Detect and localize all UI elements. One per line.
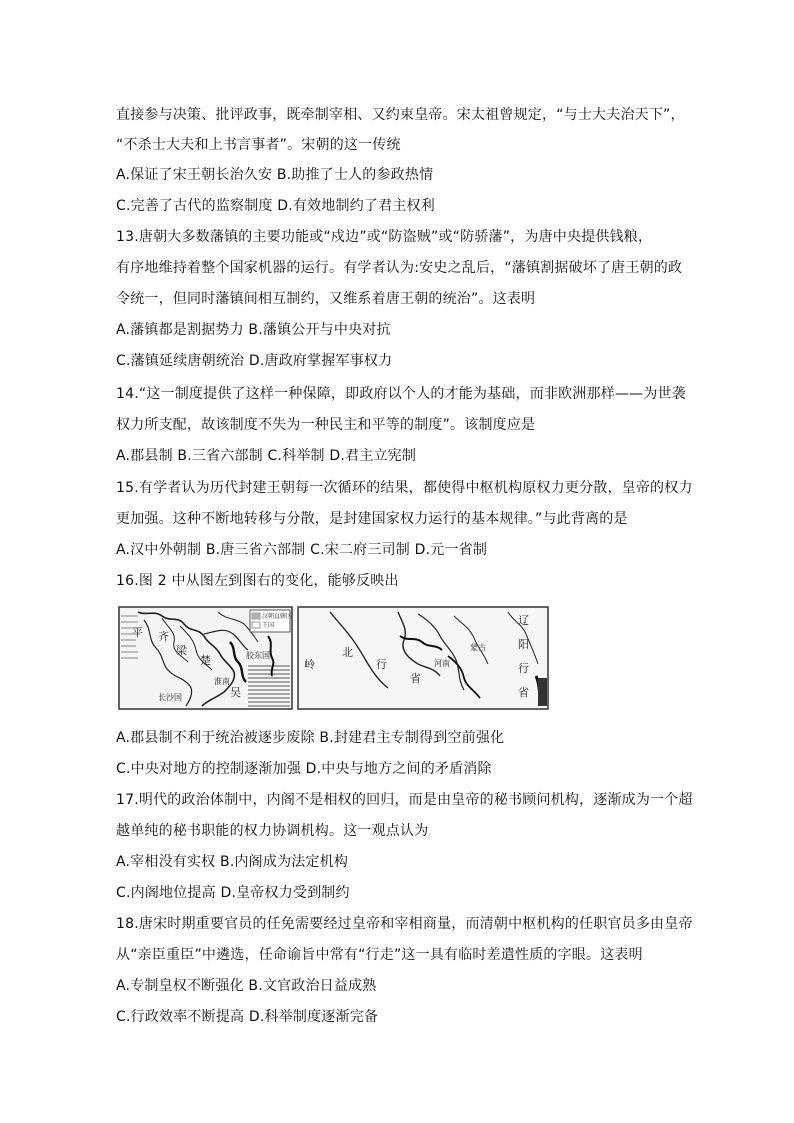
map-right-yuan	[298, 607, 548, 709]
map-right-label-henan: 河南	[434, 659, 450, 668]
map-right-label-ling: 岭	[304, 658, 315, 671]
q15-stem-line-1: 15.有学者认为历代封建王朝每一次循环的结果，都使得中枢机构原权力更分散，皇帝的权力	[116, 480, 693, 496]
q13-stem-line-3: 令统一，但同时藩镇间相互制约，又维系着唐王朝的统治”。这表明	[116, 291, 536, 307]
map-left-label-wu: 吴	[230, 686, 241, 699]
map-right-label-sheng-2: 省	[518, 686, 529, 699]
q17-stem-line-2: 越单纯的秘书职能的权力协调机构。这一观点认为	[116, 823, 429, 839]
q15-options: A.汉中外朝制 B.唐三省六部制 C.宋二府三司制 D.元一省制	[116, 542, 488, 558]
q12-stem-line-1: 直接参与决策、批评政事，既牵制宰相、又约束皇帝。宋太祖曾规定，“与士大夫治天下”，	[116, 107, 685, 123]
map-left-label-chu: 楚	[200, 654, 211, 667]
q16-stem: 16.图 2 中从图左到图右的变化，能够反映出	[116, 573, 399, 589]
map-right-label-sheng-1: 省	[410, 672, 421, 685]
map-left-legend-kingdom: 王国	[262, 622, 275, 629]
q12-options-cd: C.完善了古代的监察制度 D.有效地制约了君主权利	[116, 198, 435, 214]
map-left-label-changsha: 长沙国	[158, 693, 182, 702]
q13-stem-line-2: 有序地维持着整个国家机器的运行。有学者认为:安史之乱后，“藩镇割据破坏了唐王朝的政	[116, 260, 683, 276]
map-right-label-liao: 辽	[518, 614, 529, 627]
q14-stem-line-1: 14.“这一制度提供了这样一种保障，即政府以个人的才能为基础，而非欧洲那样——为世袭	[116, 386, 686, 402]
q12-stem-line-2: “不杀士大夫和上书言事者”。宋朝的这一传统	[116, 137, 401, 153]
map-left-label-ping: 平	[132, 626, 143, 639]
q17-stem-line-1: 17.明代的政治体制中，内阁不是相权的回归，而是由皇帝的秘书顾问机构，逐渐成为一个超	[116, 792, 693, 808]
q17-options-ab: A.宰相没有实权 B.内阁成为法定机构	[116, 854, 349, 870]
q14-options: A.郡县制 B.三省六部制 C.科举制 D.君主立宪制	[116, 448, 417, 464]
map-left-label-qi: 齐	[158, 630, 169, 643]
q16-options-cd: C.中央对地方的控制逐渐加强 D.中央与地方之间的矛盾消除	[116, 761, 492, 777]
q18-options-cd: C.行政效率不断提高 D.科举制度逐渐完备	[116, 1009, 379, 1025]
q18-stem-line-2: 从“亲臣重臣”中遴选，任命谕旨中常有“行走”这一具有临时差遣性质的字眼。这表明	[116, 947, 643, 963]
q12-options-ab: A.保证了宋王朝长治久安 B.助推了士人的参政热情	[116, 167, 434, 183]
map-right-label-xing-1: 行	[376, 658, 387, 671]
map-right-label-bei: 北	[342, 646, 353, 659]
q13-options-cd: C.藩镇延续唐朝统治 D.唐政府掌握军事权力	[116, 353, 393, 369]
map-left-label-huainan: 淮南	[214, 677, 230, 686]
map-left-label-liang: 梁	[176, 644, 187, 657]
map-left-label-jiaodong: 胶东国	[246, 651, 270, 660]
q18-stem-line-1: 18.唐宋时期重要官员的任免需要经过皇帝和宰相商量，而清朝中枢机构的任职官员多由皇帝	[116, 916, 693, 932]
q17-options-cd: C.内阁地位提高 D.皇帝权力受到制约	[116, 885, 350, 901]
figure-2-svg	[118, 606, 550, 710]
map-left-legend-direct: 汉朝直辖区	[262, 613, 293, 620]
figure-2-maps	[118, 606, 550, 710]
q18-options-ab: A.专制皇权不断强化 B.文官政治日益成熟	[116, 978, 377, 994]
q16-options-ab: A.郡县制不利于统治被逐步废除 B.封建君主专制得到空前强化	[116, 730, 505, 746]
map-right-label-xing-2: 行	[518, 662, 529, 675]
q13-options-ab: A.藩镇都是割据势力 B.藩镇公开与中央对抗	[116, 322, 391, 338]
q13-stem-line-1: 13.唐朝大多数藩镇的主要功能或“戍边”或“防盗贼”或“防骄藩”，为唐中央提供钱粮，	[116, 229, 653, 245]
map-right-label-menggu: 蒙古	[470, 643, 486, 652]
map-left-han	[119, 607, 292, 709]
q15-stem-line-2: 更加强。这种不断地转移与分散，是封建国家权力运行的基本规律。”与此背离的是	[116, 511, 628, 527]
q14-stem-line-2: 权力所支配，故该制度不失为一种民主和平等的制度”。该制度应是	[116, 417, 536, 433]
map-right-label-yang: 阳	[518, 638, 529, 651]
